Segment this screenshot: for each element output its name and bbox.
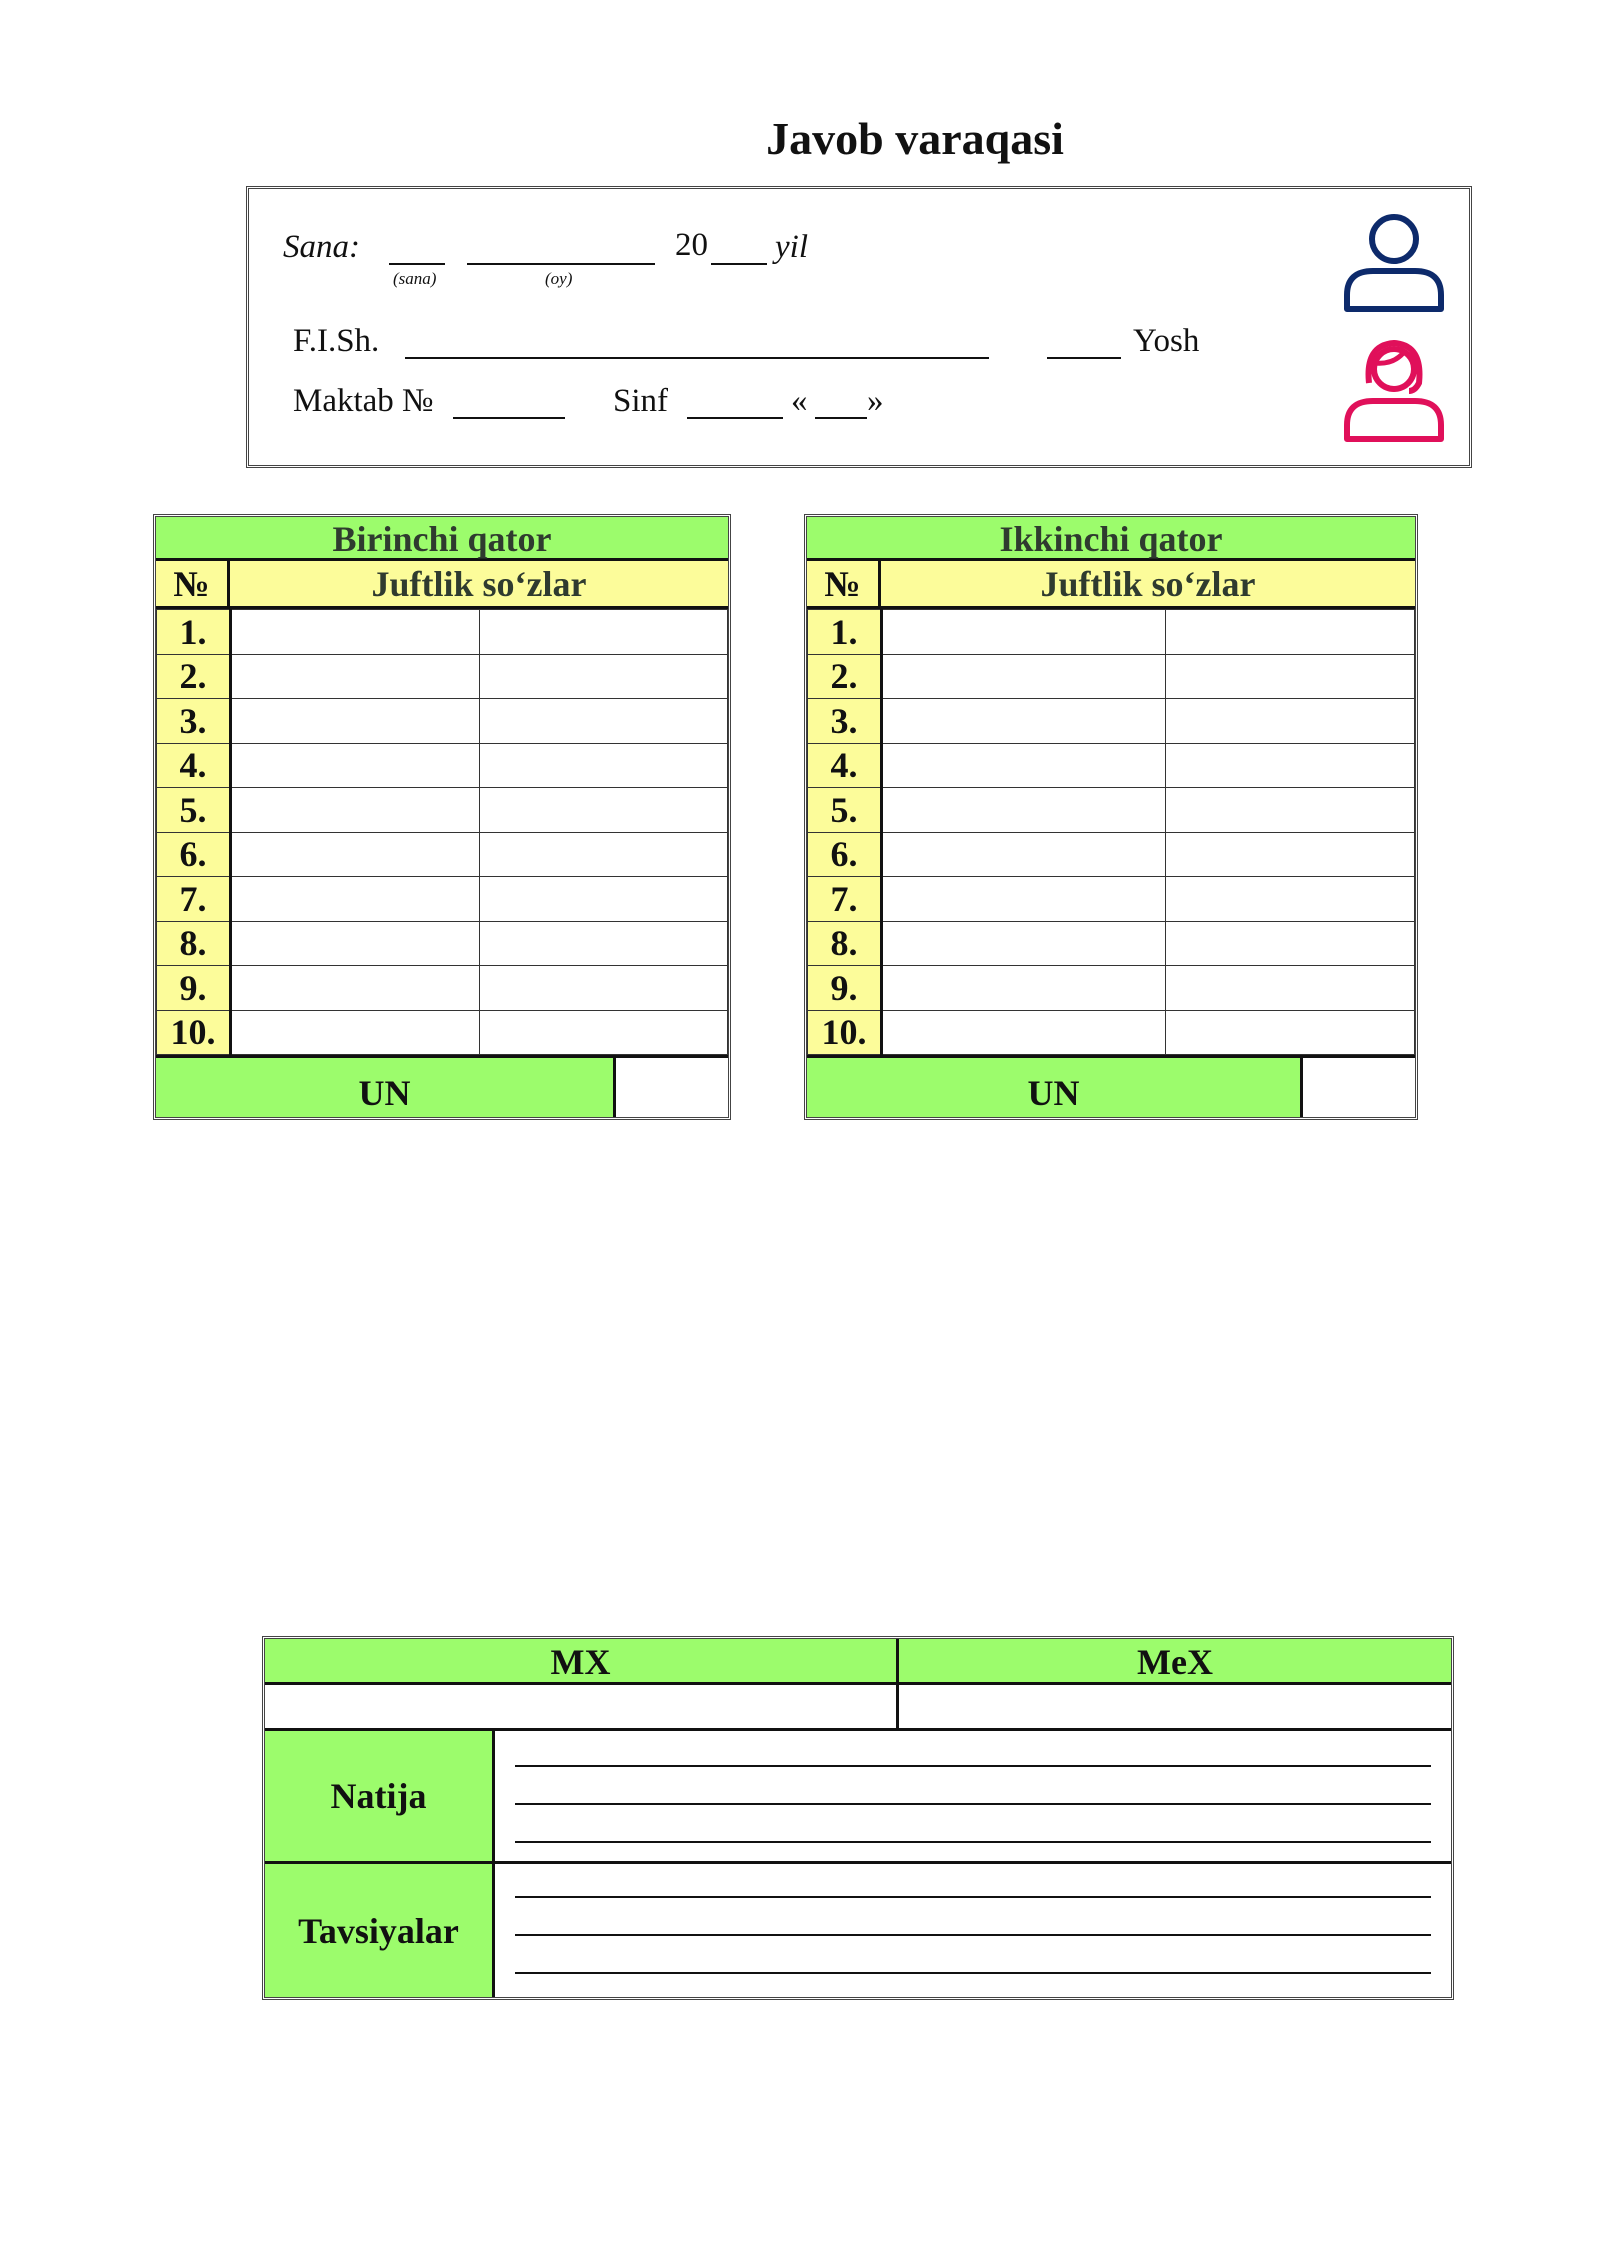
row-number: 8. [808,921,882,966]
table-row [808,654,1415,699]
table-row [157,788,728,833]
word-cell-b[interactable] [1166,654,1415,699]
recommendations-lines[interactable] [495,1864,1451,1997]
word-cell-a[interactable] [882,1010,1166,1055]
row-number: 2. [808,654,882,699]
mex-header: MeX [899,1639,1451,1682]
table-row [808,610,1415,655]
quote-open: « [791,383,808,419]
year-prefix: 20 [675,227,708,263]
word-cell-b[interactable] [479,1010,728,1055]
row-number: 4. [808,743,882,788]
month-field[interactable] [467,263,655,265]
first-row-answers [156,609,728,1055]
second-row-table [804,514,1418,1120]
word-cell-a[interactable] [231,1010,480,1055]
row-number: 9. [157,966,231,1011]
row-number: 3. [157,699,231,744]
row-number: 10. [808,1010,882,1055]
age-field[interactable] [1047,357,1121,359]
un-label: UN [156,1058,616,1117]
un-score-cell[interactable] [1303,1058,1415,1117]
class-label: Sinf [613,383,669,419]
word-cell-a[interactable] [882,699,1166,744]
word-cell-a[interactable] [231,877,480,922]
word-cell-a[interactable] [882,654,1166,699]
word-cell-b[interactable] [1166,877,1415,922]
first-row-table [153,514,731,1120]
row-number: 7. [157,877,231,922]
table-row [157,610,728,655]
word-cell-b[interactable] [479,788,728,833]
table-row [808,699,1415,744]
word-cell-a[interactable] [882,832,1166,877]
word-cell-b[interactable] [479,743,728,788]
year-label: yil [775,229,808,265]
month-hint: (oy) [545,269,573,288]
result-label: Natija [265,1731,495,1861]
table-row [808,966,1415,1011]
word-cell-b[interactable] [1166,743,1415,788]
table-row [808,877,1415,922]
row-number: 6. [157,832,231,877]
table-row [808,921,1415,966]
table-row [157,921,728,966]
word-cell-b[interactable] [1166,699,1415,744]
second-row-title: Ikkinchi qator [807,517,1415,561]
word-cell-a[interactable] [231,832,480,877]
table-row [157,877,728,922]
row-number: 6. [808,832,882,877]
word-cell-b[interactable] [479,921,728,966]
table-row [157,1010,728,1055]
table-row [808,788,1415,833]
row-number: 3. [808,699,882,744]
un-score-cell[interactable] [616,1058,728,1117]
first-row-title: Birinchi qator [156,517,728,561]
row-number: 10. [157,1010,231,1055]
table-row [808,1010,1415,1055]
mex-value-cell[interactable] [899,1685,1451,1728]
table-row [157,832,728,877]
row-number: 9. [808,966,882,1011]
word-cell-a[interactable] [231,699,480,744]
row-number: 4. [157,743,231,788]
word-cell-a[interactable] [231,966,480,1011]
number-header: № [807,561,881,606]
results-box [262,1636,1454,2000]
word-cell-a[interactable] [882,788,1166,833]
school-field[interactable] [453,417,565,419]
table-row [157,699,728,744]
word-cell-b[interactable] [1166,610,1415,655]
pair-words-header: Juftlik so‘zlar [230,561,728,606]
student-info-box [246,186,1472,468]
mx-value-cell[interactable] [265,1685,899,1728]
word-cell-b[interactable] [479,699,728,744]
word-cell-a[interactable] [231,610,480,655]
result-lines[interactable] [495,1731,1451,1861]
class-field[interactable] [687,417,783,419]
word-cell-b[interactable] [479,966,728,1011]
page-title: Javob varaqasi [766,113,1064,164]
letter-field[interactable] [815,417,867,419]
word-cell-b[interactable] [1166,1010,1415,1055]
day-hint: (sana) [393,269,437,288]
number-header: № [156,561,230,606]
word-cell-a[interactable] [882,610,1166,655]
word-cell-a[interactable] [882,966,1166,1011]
date-label: Sana: [283,229,360,265]
word-cell-a[interactable] [231,788,480,833]
mx-header: MX [265,1639,899,1682]
table-row [157,743,728,788]
word-cell-a[interactable] [231,654,480,699]
row-number: 8. [157,921,231,966]
male-user-icon [1339,209,1449,319]
row-number: 5. [157,788,231,833]
word-cell-a[interactable] [882,743,1166,788]
quote-close: » [867,383,884,419]
word-cell-b[interactable] [1166,788,1415,833]
word-cell-b[interactable] [479,832,728,877]
day-field[interactable] [389,263,445,265]
word-cell-b[interactable] [479,610,728,655]
word-cell-b[interactable] [479,877,728,922]
word-cell-b[interactable] [479,654,728,699]
row-number: 1. [157,610,231,655]
word-cell-a[interactable] [882,921,1166,966]
age-label: Yosh [1133,323,1200,359]
table-row [157,966,728,1011]
table-row [808,743,1415,788]
fish-label: F.I.Sh. [293,323,380,359]
word-cell-a[interactable] [231,921,480,966]
word-cell-b[interactable] [1166,966,1415,1011]
word-cell-b[interactable] [1166,921,1415,966]
second-row-answers [807,609,1415,1055]
un-label: UN [807,1058,1303,1117]
row-number: 7. [808,877,882,922]
row-number: 1. [808,610,882,655]
word-cell-a[interactable] [231,743,480,788]
year-field[interactable] [711,263,767,265]
fish-field[interactable] [405,357,989,359]
word-cell-a[interactable] [882,877,1166,922]
table-row [157,654,728,699]
recommendations-label: Tavsiyalar [265,1864,495,1997]
table-row [808,832,1415,877]
row-number: 2. [157,654,231,699]
pair-words-header: Juftlik so‘zlar [881,561,1415,606]
school-label: Maktab № [293,383,434,419]
female-user-icon [1339,333,1449,445]
row-number: 5. [808,788,882,833]
word-cell-b[interactable] [1166,832,1415,877]
